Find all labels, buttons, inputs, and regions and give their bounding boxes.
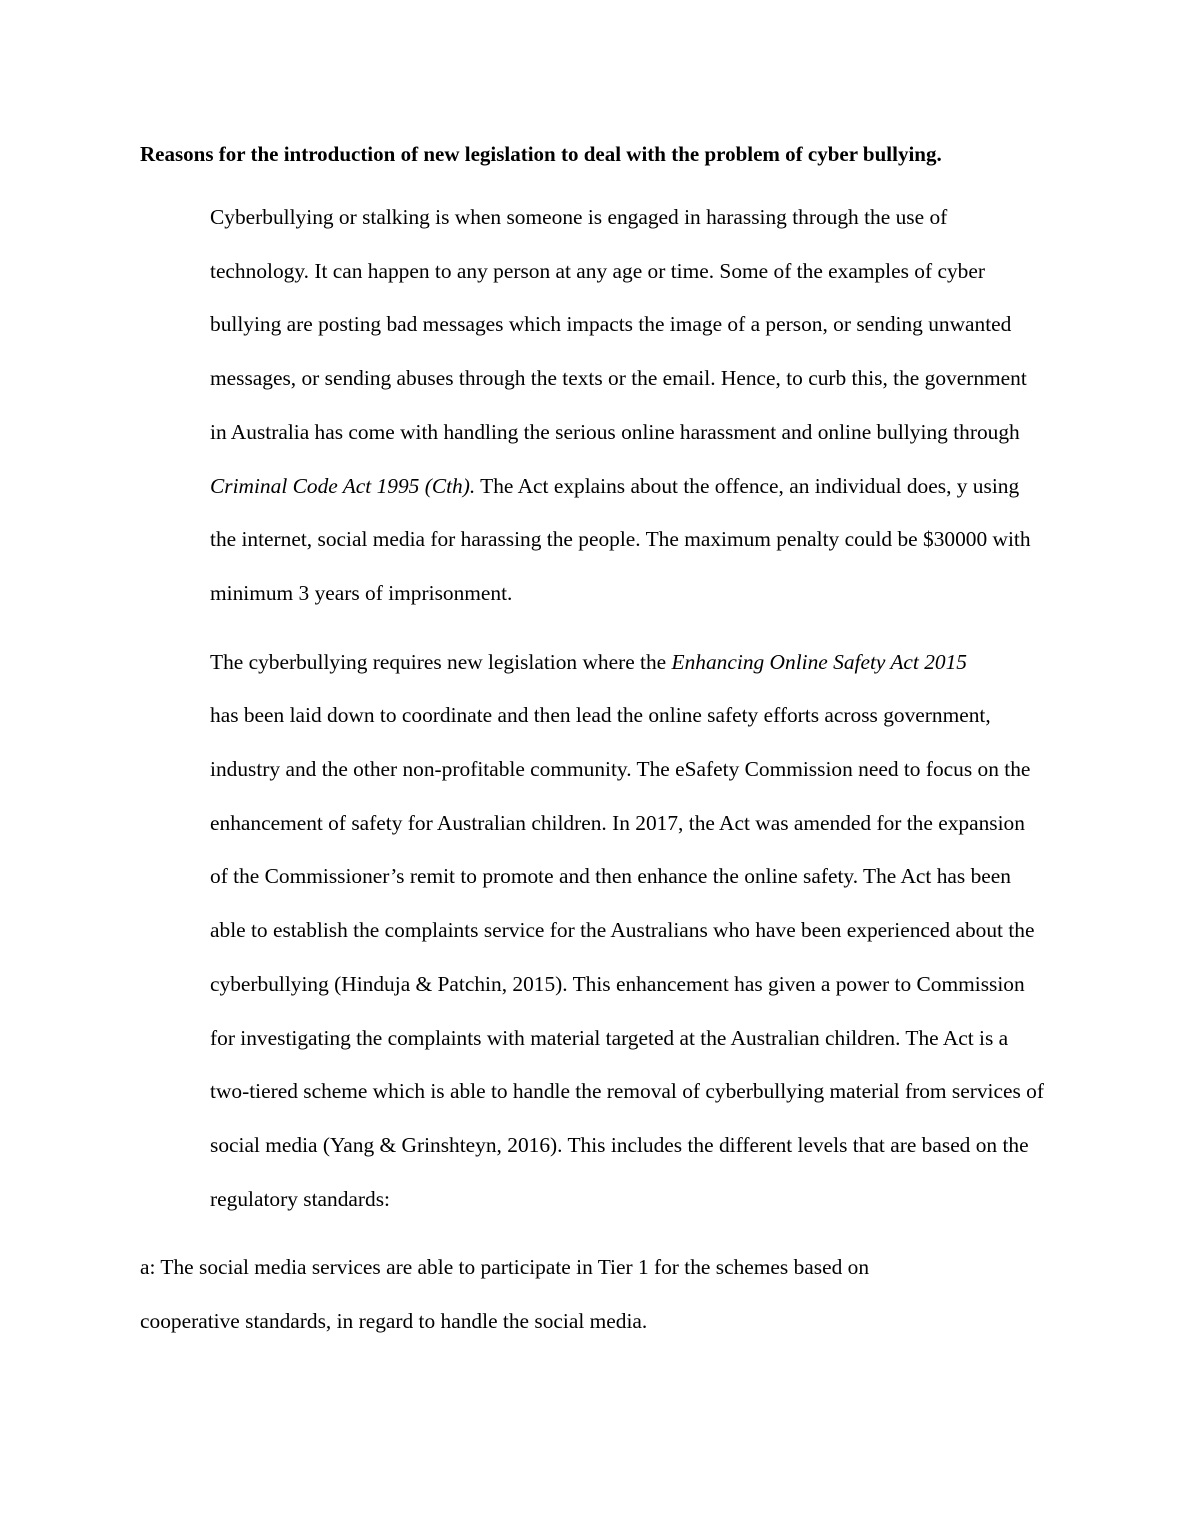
text-line: two-tiered scheme which is able to handle the removal of cyberbullying material from services of xyxy=(210,1079,1044,1104)
text-line: the internet, social media for harassing the people. The maximum penalty could be $30000 with xyxy=(210,527,1031,552)
text-line: in Australia has come with handling the serious online harassment and online bullying through xyxy=(210,419,1020,444)
text-line: minimum 3 years of imprisonment. xyxy=(210,580,513,605)
text-line xyxy=(140,636,1052,690)
paragraph-cyberbullying-definition xyxy=(140,191,1052,621)
section-heading: Reasons for the introduction of new legislation to deal with the problem of cyber bullying. xyxy=(140,142,942,166)
text-line: industry and the other non-profitable community. The eSafety Commission need to focus on the xyxy=(210,757,1031,782)
text-line: able to establish the complaints service for the Australians who have been experienced about the xyxy=(210,918,1035,943)
text-line: messages, or sending abuses through the texts or the email. Hence, to curb this, the government xyxy=(210,366,1027,391)
text-line: social media (Yang & Grinshteyn, 2016). This includes the different levels that are based on the xyxy=(210,1132,1029,1157)
text-line: has been laid down to coordinate and then lead the online safety efforts across government, xyxy=(210,703,991,728)
text-line: bullying are posting bad messages which impacts the image of a person, or sending unwanted xyxy=(210,312,1012,337)
text-line: cooperative standards, in regard to handle the social media. xyxy=(140,1309,648,1334)
act-citation-criminal-code: Criminal Code Act 1995 (Cth). xyxy=(210,473,476,498)
text-line: technology. It can happen to any person at any age or time. Some of the examples of cyber xyxy=(210,258,985,283)
text-line: enhancement of safety for Australian children. In 2017, the Act was amended for the expansion xyxy=(210,810,1025,835)
text-line: regulatory standards: xyxy=(210,1186,390,1211)
text-line xyxy=(140,460,1052,514)
act-citation-online-safety: Enhancing Online Safety Act 2015 xyxy=(671,649,967,674)
text-line: of the Commissioner’s remit to promote and then enhance the online safety. The Act has been xyxy=(210,864,1011,889)
document-body xyxy=(140,138,1052,1349)
text-line: for investigating the complaints with material targeted at the Australian children. The Act is a xyxy=(210,1025,1009,1050)
paragraph-tier-one xyxy=(140,1241,1052,1348)
text-line: cyberbullying (Hinduja & Patchin, 2015). This enhancement has given a power to Commission xyxy=(210,971,1025,996)
text-line: Cyberbullying or stalking is when someone is engaged in harassing through the use of xyxy=(210,205,948,229)
paragraph-online-safety-act xyxy=(140,636,1052,1227)
text-fragment: The cyberbullying requires new legislation where the xyxy=(210,649,672,674)
text-line: a: The social media services are able to participate in Tier 1 for the schemes based on xyxy=(140,1255,870,1280)
text-fragment: The Act explains about the offence, an individual does, y using xyxy=(475,473,1020,498)
